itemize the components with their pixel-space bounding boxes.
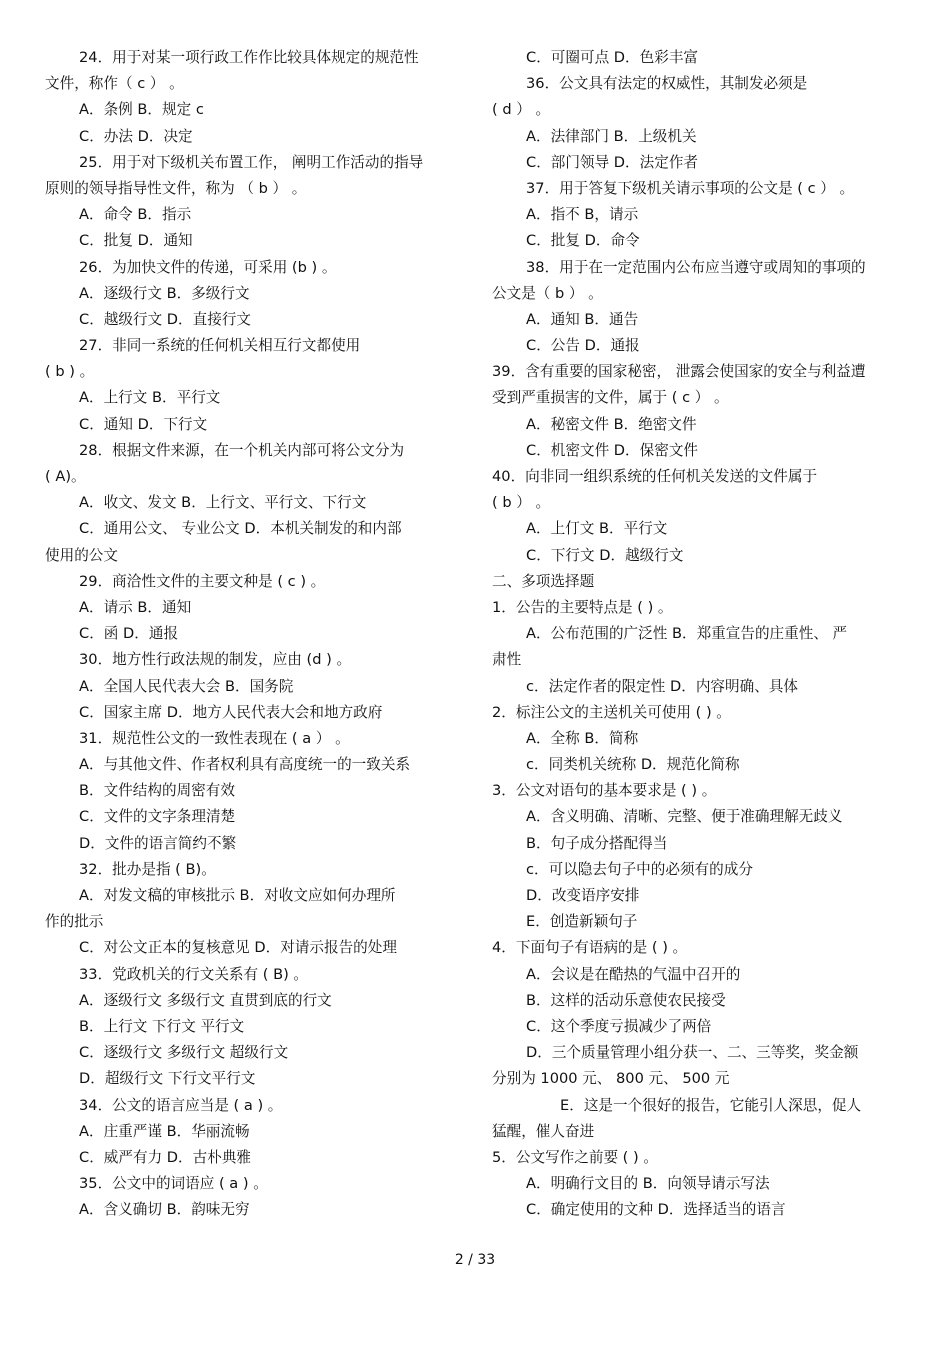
right-column (492, 45, 917, 1223)
text-line: C．文件的文字条理清楚 (79, 808, 236, 826)
text-line: 作的批示 (45, 913, 104, 931)
text-line: 31．规范性公文的一致性表现在 ( a ） 。 (79, 729, 350, 747)
text-line: A．请示 B．通知 (79, 598, 192, 616)
text-line: A．对发文稿的审核批示 B．对收文应如何办理所 (79, 887, 396, 904)
text-line: A．条例 B．规定 c (79, 101, 204, 119)
text-line: C．公告 D．通报 (526, 337, 640, 355)
text-line: C．越级行文 D．直接行文 (79, 310, 252, 328)
text-line: 40．向非同一组织系统的任何机关发送的文件属于 (492, 468, 818, 485)
text-line: E．创造新颖句子 (526, 913, 638, 931)
left-column (45, 45, 465, 1223)
text-line: B．句子成分搭配得当 (526, 834, 668, 852)
text-line: 4．下面句子有语病的是 ( ) 。 (492, 939, 688, 957)
text-line: A．收文、发文 B．上行文、平行文、下行文 (79, 494, 367, 512)
text-line: 25．用于对下级机关布置工作， 阐明工作活动的指导 (79, 153, 424, 171)
text-line: B．这样的活动乐意使农民接受 (526, 991, 726, 1009)
text-line: E．这是一个很好的报告，它能引人深思，促人 (560, 1096, 862, 1114)
text-line: A．全国人民代表大会 B．国务院 (79, 677, 294, 695)
text-line: A．上行文 B．平行文 (79, 389, 221, 407)
text-line: ( b ) 。 (45, 363, 95, 381)
text-line: C．威严有力 D．古朴典雅 (79, 1148, 252, 1166)
text-line: ( d ） 。 (492, 101, 551, 119)
text-line: c．法定作者的限定性 D．内容明确、具体 (526, 677, 798, 695)
text-line: 肃性 (492, 651, 522, 669)
text-line: A．含义明确、清晰、完整、便于准确理解无歧义 (526, 808, 843, 826)
text-line: 36．公文具有法定的权威性，其制发必须是 (526, 75, 808, 93)
text-line: 二、多项选择题 (492, 572, 595, 590)
text-line: C．逐级行文 多级行文 超级行文 (79, 1044, 289, 1062)
text-line: 30．地方性行政法规的制发，应由 (d ) 。 (79, 651, 352, 669)
text-line: C．部门领导 D．法定作者 (526, 153, 699, 171)
text-line: C．确定使用的文种 D．选择适当的语言 (526, 1201, 786, 1219)
text-line: A．法律部门 B．上级机关 (526, 127, 697, 145)
text-line: C．函 D．通报 (79, 625, 179, 643)
text-line: C．机密文件 D．保密文件 (526, 441, 699, 459)
text-line: 3．公文对语句的基本要求是 ( ) 。 (492, 782, 717, 800)
text-line: 文件，称作（ c ） 。 (45, 75, 184, 93)
text-line: C．国家主席 D．地方人民代表大会和地方政府 (79, 703, 383, 721)
text-line: 29．商洽性文件的主要文种是 ( c ) 。 (79, 572, 326, 590)
text-line: A．与其他文件、作者权利具有高度统一的一致关系 (79, 756, 411, 774)
page-number: 2 / 33 (454, 1252, 496, 1268)
text-line: A．全称 B．简称 (526, 729, 639, 747)
text-line: 猛醒，催人奋进 (492, 1122, 595, 1140)
text-line: A．逐级行文 B．多级行文 (79, 284, 250, 302)
text-line: 1．公告的主要特点是 ( ) 。 (492, 598, 673, 616)
text-line: 32．批办是指 ( B)。 (79, 860, 216, 878)
text-line: C．通知 D．下行文 (79, 415, 208, 433)
text-line: C．对公文正本的复核意见 D．对请示报告的处理 (79, 939, 397, 957)
text-line: 33．党政机关的行文关系有 ( B) 。 (79, 965, 309, 983)
text-line: C．批复 D．命令 (526, 232, 640, 250)
text-line: 37．用于答复下级机关请示事项的公文是 ( c ） 。 (526, 179, 855, 197)
text-line: 39．含有重要的国家秘密， 泄露会使国家的安全与利益遭 (492, 363, 866, 381)
text-line: C．下行文 D．越级行文 (526, 546, 684, 564)
text-line: D．超级行文 下行文平行文 (79, 1070, 256, 1088)
text-line: c．同类机关统称 D．规范化简称 (526, 756, 740, 774)
text-line: 5．公文写作之前要 ( ) 。 (492, 1148, 658, 1166)
text-line: A．公布范围的广泛性 B．郑重宣告的庄重性、 严 (526, 625, 848, 643)
text-line: B．上行文 下行文 平行文 (79, 1017, 245, 1035)
text-line: 原则的领导指导性文件，称为 （ b ） 。 (45, 179, 307, 197)
text-line: A．指不 B，请示 (526, 206, 639, 224)
text-line: 38．用于在一定范围内公布应当遵守或周知的事项的 (526, 258, 866, 276)
text-line: 2．标注公文的主送机关可使用 ( ) 。 (492, 703, 731, 721)
text-line: 受到严重损害的文件，属于 ( c ） 。 (492, 389, 729, 407)
text-line: A．明确行文目的 B．向领导请示写法 (526, 1175, 770, 1193)
text-line: ( b ） 。 (492, 494, 551, 512)
text-line: A．庄重严谨 B．华丽流畅 (79, 1122, 250, 1140)
text-line: A．命令 B．指示 (79, 206, 192, 224)
text-line: D．改变语序安排 (526, 887, 640, 904)
text-line: D．文件的语言简约不繁 (79, 834, 237, 852)
text-line: C．办法 D．决定 (79, 127, 193, 145)
text-line: A．秘密文件 B．绝密文件 (526, 415, 697, 433)
text-line: ( A)。 (45, 468, 86, 485)
text-line: 分别为 1000 元、 800 元、 500 元 (492, 1070, 730, 1088)
text-line: A．逐级行文 多级行文 直贯到底的行文 (79, 991, 332, 1009)
text-line: 公文是（ b ） 。 (492, 284, 603, 302)
text-line: A．会议是在酷热的气温中召开的 (526, 965, 741, 983)
text-line: C．可圈可点 D．色彩丰富 (526, 49, 699, 66)
text-line: 27．非同一系统的任何机关相互行文都使用 (79, 337, 361, 355)
text-line: 35．公文中的词语应 ( a ) 。 (79, 1175, 268, 1193)
text-line: C．这个季度亏损减少了两倍 (526, 1017, 712, 1035)
text-line: 28．根据文件来源，在一个机关内部可将公文分为 (79, 441, 405, 459)
text-line: C．批复 D．通知 (79, 232, 193, 250)
text-line: A．上仃文 B．平行文 (526, 520, 668, 538)
text-line: B．文件结构的周密有效 (79, 782, 235, 800)
text-line: c．可以隐去句子中的必须有的成分 (526, 860, 753, 878)
text-line: D．三个质量管理小组分获一、二、三等奖，奖金额 (526, 1044, 859, 1062)
text-line: C．通用公文、 专业公文 D．本机关制发的和内部 (79, 520, 402, 538)
text-line: A．含义确切 B．韵味无穷 (79, 1201, 250, 1219)
text-line: 使用的公文 (45, 546, 118, 564)
text-line: 26．为加快文件的传递，可采用 (b ) 。 (79, 258, 337, 276)
text-line: A．通知 B．通告 (526, 310, 639, 328)
text-line: 24．用于对某一项行政工作作比较具体规定的规范性 (79, 49, 419, 66)
text-line: 34．公文的语言应当是 ( a ) 。 (79, 1096, 283, 1114)
